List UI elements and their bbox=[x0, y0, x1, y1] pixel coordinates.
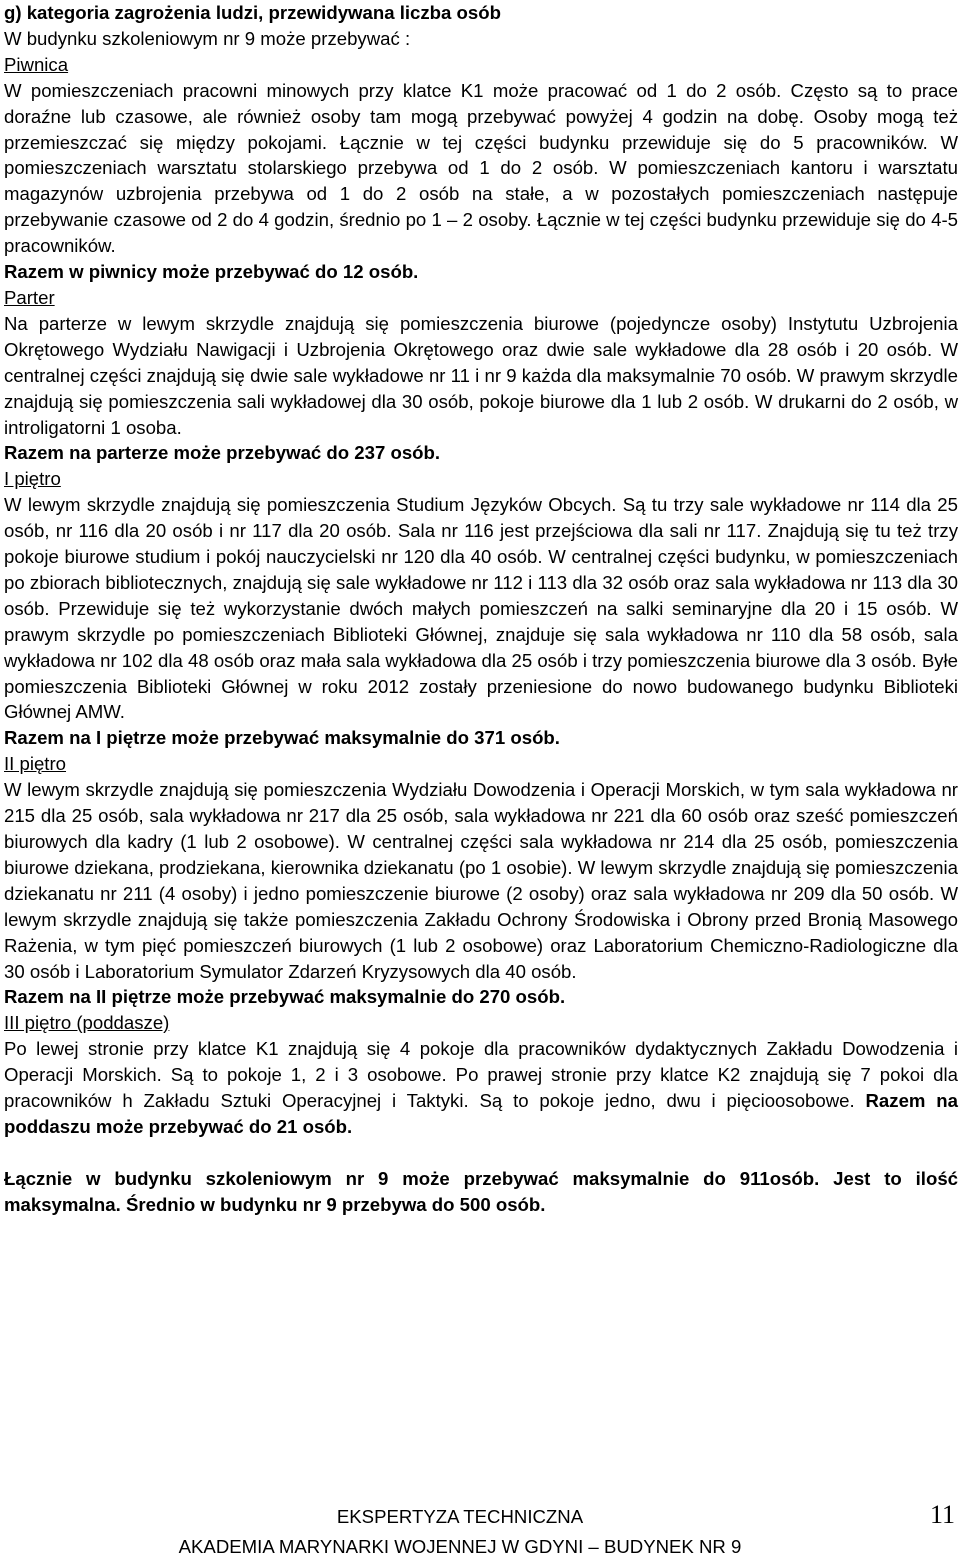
section-summary-i-pietro: Razem na I piętrze może przebywać maksymalnie do 371 osób. bbox=[4, 727, 560, 749]
page-number: 11 bbox=[930, 1500, 956, 1529]
section-title-piwnica: Piwnica bbox=[4, 53, 69, 75]
section-heading: g) kategoria zagrożenia ludzi, przewidywana liczba osób bbox=[4, 2, 501, 23]
footer-line-2: AKADEMIA MARYNARKI WOJENNEJ W GDYNI – BUDYNEK NR 9 bbox=[178, 1536, 742, 1557]
intro-paragraph: W budynku szkoleniowym nr 9 może przebywać : bbox=[4, 27, 411, 49]
section-title-iii-pietro: III piętro (poddasze) bbox=[4, 1012, 170, 1034]
section-body-piwnica: W pomieszczeniach pracowni minowych przy klatce K1 może pracować od 1 do 2 osób. Często są to prace doraźne lub czasowe, ale również osoby tam mogą przebywać powyżej 4 godzin na dobę. Osoby mogą też przemieszczać się między pokojami. Łącznie w tej części budynku przewiduje się do 5 pracowników. W pomieszczeniach warsztatu stolarskiego przebywa od 1 do 2 osób. W pomieszczeniach kantoru i warsztatu magazynów uzbrojenia przebywa od 1 do 2 osób na stałe, a w pozostałych pomieszczeniach następuje przebywanie czasowe od 2 do 4 godzin, średnio po 1 – 2 osoby. Łącznie w tej części budynku przewiduje się do 4-5 pracowników. bbox=[4, 79, 958, 257]
section-summary-iii-pietro: Razem na poddaszu może przebywać do 21 osób. bbox=[4, 1090, 958, 1137]
footer-line-1: EKSPERTYZA TECHNICZNA bbox=[336, 1506, 584, 1527]
section-body-iii-pietro-text: Po lewej stronie przy klatce K1 znajdują się 4 pokoje dla pracowników dydaktycznych Zakładu Dowodzenia i Operacji Morskich. Są to pokoje 1, 2 i 3 osobowe. Po prawej stronie przy klatce K2 znajdują się 7 pokoi dla pracowników h Zakładu Sztuki Operacyjnej i Taktyki. Są to pokoje jedno, dwu i pięcioosobowe. bbox=[4, 1038, 958, 1112]
section-summary-ii-pietro: Razem na II piętrze może przebywać maksymalnie do 270 osób. bbox=[4, 986, 566, 1008]
spacer bbox=[4, 1140, 958, 1166]
section-summary-piwnica: Razem w piwnicy może przebywać do 12 osób. bbox=[4, 261, 419, 283]
document-body bbox=[4, 0, 958, 1218]
section-body-iii-pietro bbox=[4, 1036, 958, 1140]
building-total: Łącznie w budynku szkoleniowym nr 9 może przebywać maksymalnie do 911osób. Jest to ilość maksymalna. Średnio w budynku nr 9 przebywa do 500 osób. bbox=[4, 1167, 958, 1215]
section-title-parter: Parter bbox=[4, 286, 55, 308]
section-summary-parter: Razem na parterze może przebywać do 237 osób. bbox=[4, 442, 441, 464]
section-body-parter: Na parterze w lewym skrzydle znajdują się pomieszczenia biurowe (pojedyncze osoby) Instytutu Uzbrojenia Okrętowego Wydziału Nawigacji i Uzbrojenia Okrętowego oraz dwie sale wykładowe dla 28 osób i 20 osób. W centralnej części znajdują się dwie sale wykładowe nr 11 i nr 9 każda dla maksymalnie 70 osób. W prawym skrzydle znajdują się pomieszczenia sali wykładowej dla 30 osób, pokoje biurowe dla 1 lub 2 osób. W drukarni do 2 osób, w introligatorni 1 osoba. bbox=[4, 312, 958, 438]
section-title-ii-pietro: II piętro bbox=[4, 753, 67, 775]
section-title-i-pietro: I piętro bbox=[4, 468, 61, 490]
section-body-i-pietro: W lewym skrzydle znajdują się pomieszczenia Studium Języków Obcych. Są tu trzy sale wykładowe nr 114 dla 25 osób, nr 116 dla 20 osób i nr 117 dla 20 osób. Sala nr 116 jest przejściowa dla sali nr 117. Znajdują się tu też trzy pokoje biurowe studium i pokój nauczycielski nr 120 dla 40 osób. W centralnej części budynku, w pomieszczeniach po zbiorach bibliotecznych, znajdują się sale wykładowe nr 112 i 113 dla 32 osób oraz sala wykładowa nr 113 dla 30 osób. Przewiduje się też wykorzystanie dwóch małych pomieszczeń na salki seminaryjne dla 20 i 15 osób. W prawym skrzydle po pomieszczeniach Biblioteki Głównej, znajduje się sala wykładowa nr 110 dla 58 osób, sala wykładowa nr 102 dla 48 osób oraz mała sala wykładowa dla 25 osób i trzy pomieszczenia biurowe dla 3 osób. Byłe pomieszczenia Biblioteki Głównej w roku 2012 zostały przeniesione do nowo budowanego budynku Biblioteki Głównej AMW. bbox=[4, 494, 958, 723]
section-body-ii-pietro: W lewym skrzydle znajdują się pomieszczenia Wydziału Dowodzenia i Operacji Morskich, w tym sala wykładowa nr 215 dla 25 osób, sala wykładowa nr 217 dla 25 osób, sala wykładowa nr 221 dla 60 osób oraz sześć pomieszczeń biurowych dla kadry (1 lub 2 osobowe). W centralnej części sala wykładowa nr 214 dla 25 osób, pomieszczenia biurowe dziekana, prodziekana, kierownika dziekanatu (po 1 osobie). W lewym skrzydle znajdują się pomieszczenia dziekanatu nr 211 (4 osoby) i jedno pomieszczenie biurowe (2 osoby) oraz sala wykładowa nr 209 dla 50 osób. W lewym skrzydle znajdują się także pomieszczenia Zakładu Ochrony Środowiska i Obrony przed Bronią Masowego Rażenia, w tym pięć pomieszczeń biurowych (1 lub 2 osobowe) oraz Laboratorium Chemiczno-Radiologiczne dla 30 osób i Laboratorium Symulator Zdarzeń Kryzysowych dla 40 osób. bbox=[4, 779, 958, 982]
